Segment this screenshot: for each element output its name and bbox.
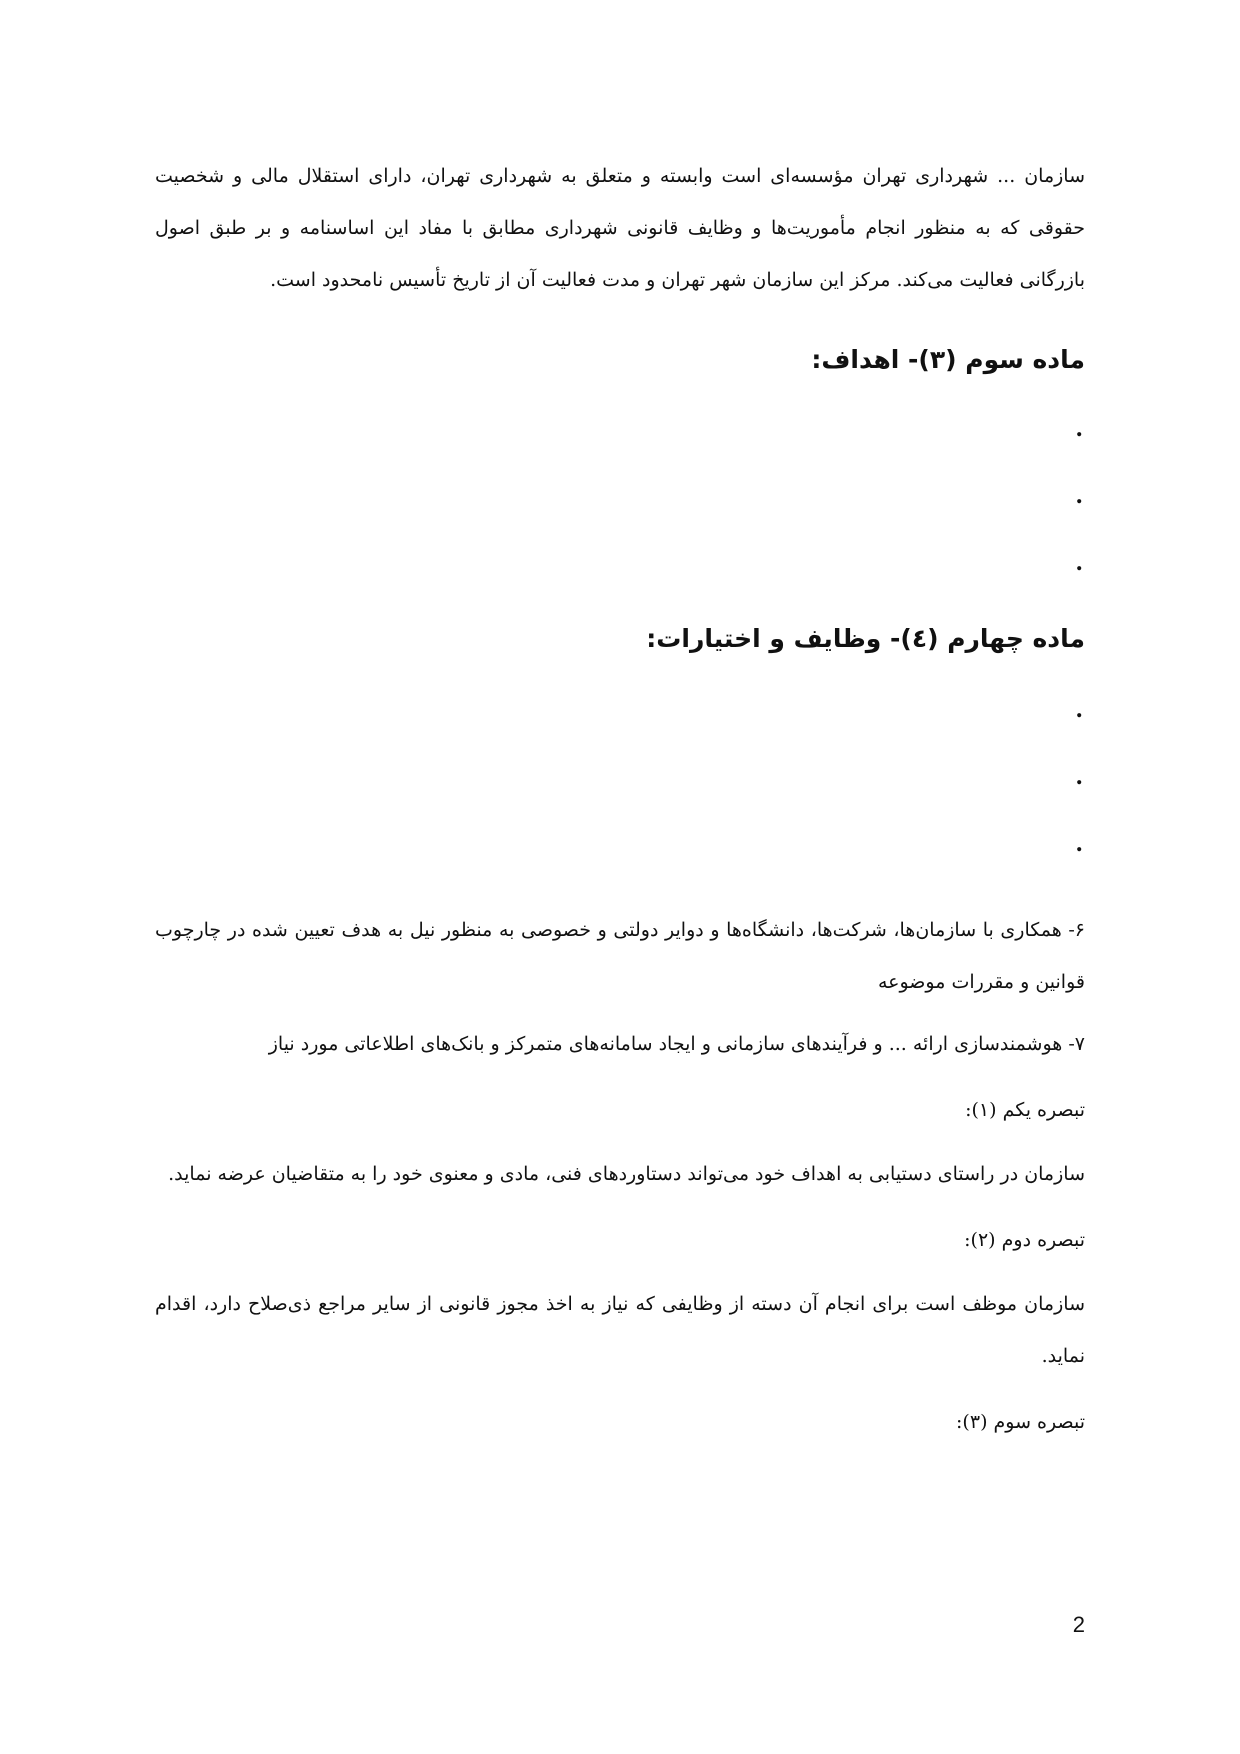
intro-paragraph: سازمان ... شهرداری تهران مؤسسه‌ای است وابسته و متعلق به شهرداری تهران، دارای استقلال مالی و شخصیت حقوقی که به منظور انجام مأموریت‌ها و وظایف قانونی شهرداری مطابق با مفاد این اساسنامه و بر طبق اصول بازرگانی فعالیت می‌کند. مرکز این سازمان شهر تهران و مدت فعالیت آن از تاریخ تأسیس نامحدود است. [155,165,1085,291]
note-1-body: سازمان در راستای دستیابی به اهداف خود می‌تواند دستاوردهای فنی، مادی و معنوی خود را به متقاضیان عرضه نماید. [168,1163,1085,1185]
article-3-bullet-list [155,418,1085,619]
numbered-item-6: ۶- همکاری با سازمان‌ها، شرکت‌ها، دانشگاه‌ها و دوایر دولتی و خصوصی به منظور نیل به هدف تعیین شده در چارچوب قوانین و مقررات موضوعه [155,919,1085,993]
list-item [155,552,1085,619]
note-2-body: سازمان موظف است برای انجام آن دسته از وظایفی که نیاز به اخذ مجوز قانونی از سایر مراجع ذی‌صلاح دارد، اقدام نماید. [155,1293,1085,1367]
list-item [155,766,1085,833]
list-item [155,833,1085,900]
bullet-dot: . [1075,764,1083,790]
bullet-dot: . [1075,416,1083,442]
note-3-title: تبصره سوم (۳): [956,1411,1085,1433]
list-item [155,699,1085,766]
bullet-dot: . [1075,550,1083,576]
article-3-heading: ماده سوم (۳)- اهداف: [811,345,1085,374]
article-4-numbered-items [155,904,1085,1070]
bullet-dot: . [1075,697,1083,723]
page-number: 2 [1072,1612,1085,1637]
bullet-dot: . [1075,831,1083,857]
article-4-heading: ماده چهارم (٤)- وظایف و اختیارات: [646,624,1085,653]
note-2-title: تبصره دوم (۲): [964,1229,1085,1251]
article-4-bullet-list [155,699,1085,900]
list-item [155,485,1085,552]
list-item [155,418,1085,485]
document-body [155,150,1085,1448]
numbered-item-7: ۷- هوشمندسازی ارائه ... و فرآیندهای سازمانی و ایجاد سامانه‌های متمرکز و بانک‌های اطلاعاتی مورد نیاز [268,1033,1085,1055]
note-1-title: تبصره یکم (۱): [965,1099,1085,1121]
bullet-dot: . [1075,483,1083,509]
